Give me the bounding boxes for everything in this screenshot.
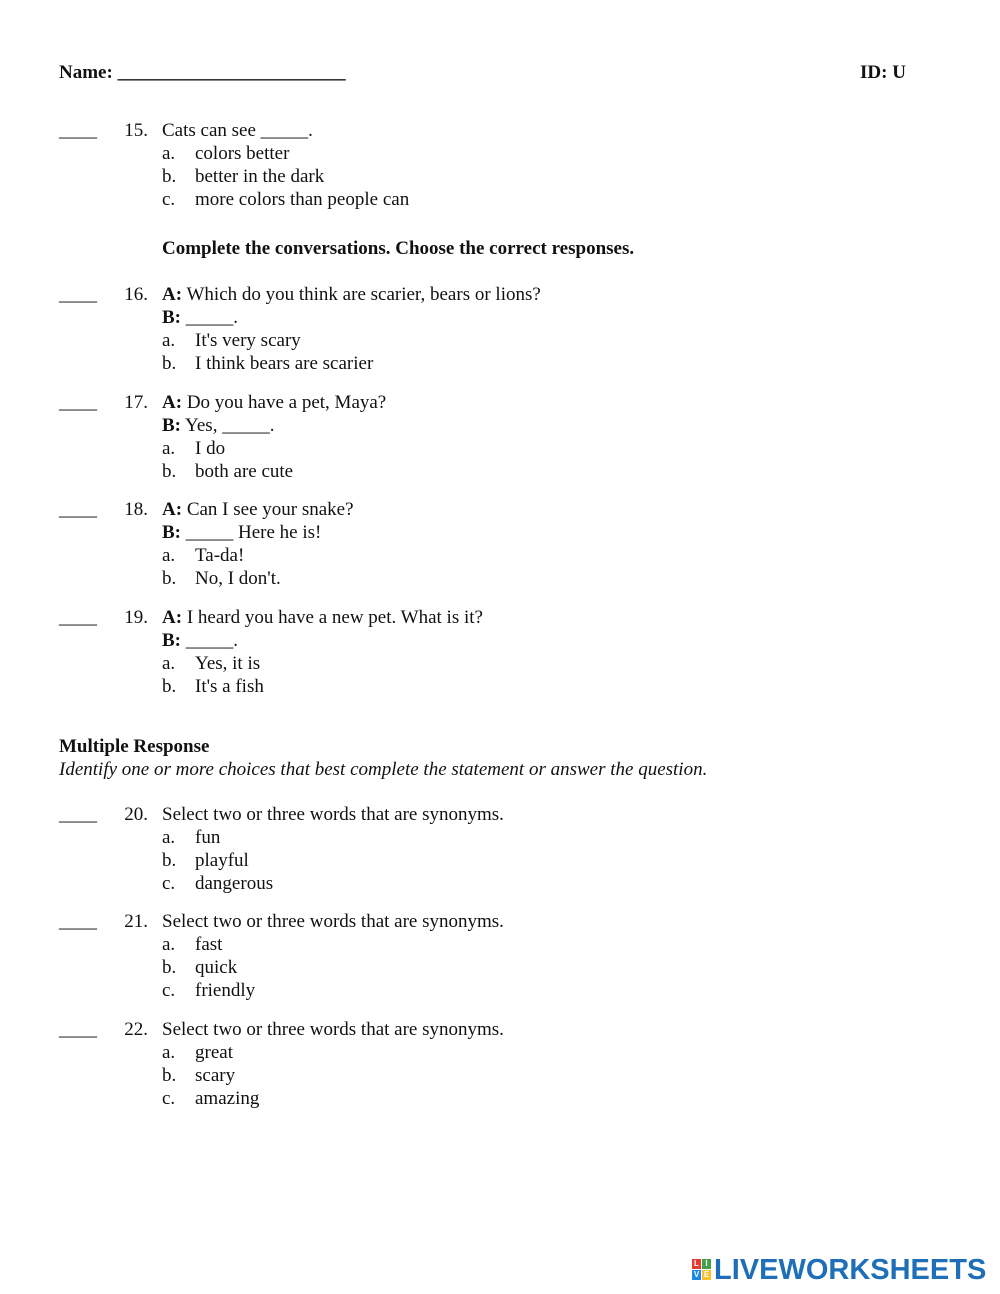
choice-text: friendly: [195, 980, 256, 1001]
answer-blank[interactable]: ____: [59, 499, 97, 520]
choice-text: No, I don't.: [195, 568, 281, 589]
choice-text: fun: [195, 827, 221, 848]
question-stem: Select two or three words that are synonyms.: [162, 804, 504, 825]
choice-letter: a.: [162, 653, 176, 674]
choice-text: colors better: [195, 143, 290, 164]
speaker-b-label: B:: [162, 522, 181, 543]
logo-block: I: [702, 1259, 711, 1269]
choice-letter: c.: [162, 1088, 176, 1109]
choice-letter: c.: [162, 873, 176, 894]
question-number: 20.: [124, 804, 148, 825]
speaker-a-label: A:: [162, 499, 183, 520]
speaker-b-line: B: _____.: [162, 630, 238, 651]
answer-blank[interactable]: ____: [59, 120, 97, 141]
id-value: U: [892, 62, 906, 83]
choice-letter: a.: [162, 934, 176, 955]
choice-letter: a.: [162, 545, 176, 566]
question-number: 22.: [124, 1019, 148, 1040]
choice-letter: b.: [162, 957, 177, 978]
question-number: 18.: [124, 499, 148, 520]
section-title: Multiple Response: [59, 736, 210, 757]
choice-letter: b.: [162, 461, 177, 482]
name-line[interactable]: ________________________: [117, 62, 346, 83]
answer-blank[interactable]: ____: [59, 607, 97, 628]
speaker-b-line: B: Yes, _____.: [162, 415, 275, 436]
question-number: 15.: [124, 120, 148, 141]
speaker-b-label: B:: [162, 415, 181, 436]
choice-letter: b.: [162, 850, 177, 871]
speaker-b-line: B: _____.: [162, 307, 238, 328]
name-label: Name: ________________________: [59, 62, 346, 83]
speaker-a-label: A:: [162, 607, 183, 628]
question-stem: Select two or three words that are synonyms.: [162, 911, 504, 932]
conversation-instructions: Complete the conversations. Choose the correct responses.: [162, 238, 635, 259]
logo-block: E: [703, 1270, 710, 1279]
id-field: [860, 61, 906, 84]
choice-text: fast: [195, 934, 223, 955]
logo-blocks-icon: [692, 1259, 712, 1281]
choice-letter: c.: [162, 189, 176, 210]
choice-text: more colors than people can: [195, 189, 410, 210]
choice-text: better in the dark: [195, 166, 325, 187]
speaker-a-line: A: I heard you have a new pet. What is it?: [162, 607, 483, 628]
choice-letter: b.: [162, 568, 177, 589]
speaker-b-label: B:: [162, 307, 181, 328]
choice-letter: a.: [162, 438, 176, 459]
logo-block: V: [693, 1270, 700, 1279]
choice-letter: a.: [162, 827, 176, 848]
choice-text: I do: [195, 438, 226, 459]
speaker-b-line: B: _____ Here he is!: [162, 522, 322, 543]
question-number: 21.: [124, 911, 148, 932]
question-stem: Select two or three words that are synonyms.: [162, 1019, 504, 1040]
choice-text: amazing: [195, 1088, 260, 1109]
choice-letter: b.: [162, 676, 177, 697]
choice-text: I think bears are scarier: [195, 353, 374, 374]
choice-letter: a.: [162, 143, 176, 164]
answer-blank[interactable]: ____: [59, 911, 97, 932]
answer-blank[interactable]: ____: [59, 1019, 97, 1040]
choice-text: quick: [195, 957, 238, 978]
answer-blank[interactable]: ____: [59, 284, 97, 305]
choice-text: both are cute: [195, 461, 294, 482]
choice-text: It's a fish: [195, 676, 264, 697]
choice-text: dangerous: [195, 873, 274, 894]
question-number: 19.: [124, 607, 148, 628]
speaker-a-label: A:: [162, 392, 183, 413]
choice-letter: a.: [162, 330, 176, 351]
choice-letter: b.: [162, 353, 177, 374]
choice-text: It's very scary: [195, 330, 301, 351]
answer-blank[interactable]: ____: [59, 804, 97, 825]
answer-blank[interactable]: ____: [59, 392, 97, 413]
speaker-a-line: A: Do you have a pet, Maya?: [162, 392, 387, 413]
speaker-a-line: A: Which do you think are scarier, bears or lions?: [162, 284, 541, 305]
logo-text: LIVEWORKSHEETS: [714, 1254, 987, 1286]
speaker-a-line: A: Can I see your snake?: [162, 499, 354, 520]
question-number: 17.: [124, 392, 148, 413]
choice-text: Ta-da!: [195, 545, 245, 566]
choice-letter: c.: [162, 980, 176, 1001]
choice-letter: a.: [162, 1042, 176, 1063]
choice-text: great: [195, 1042, 233, 1063]
choice-letter: b.: [162, 1065, 177, 1086]
choice-text: Yes, it is: [195, 653, 261, 674]
choice-text: playful: [195, 850, 249, 871]
choice-text: scary: [195, 1065, 236, 1086]
choice-letter: b.: [162, 166, 177, 187]
question-number: 16.: [124, 284, 148, 305]
speaker-a-label: A:: [162, 284, 183, 305]
section-instructions: Identify one or more choices that best complete the statement or answer the question.: [59, 759, 708, 780]
logo-block: L: [692, 1259, 701, 1269]
speaker-b-label: B:: [162, 630, 181, 651]
question-stem: Cats can see _____.: [162, 120, 313, 141]
id-label: ID:: [860, 62, 888, 83]
